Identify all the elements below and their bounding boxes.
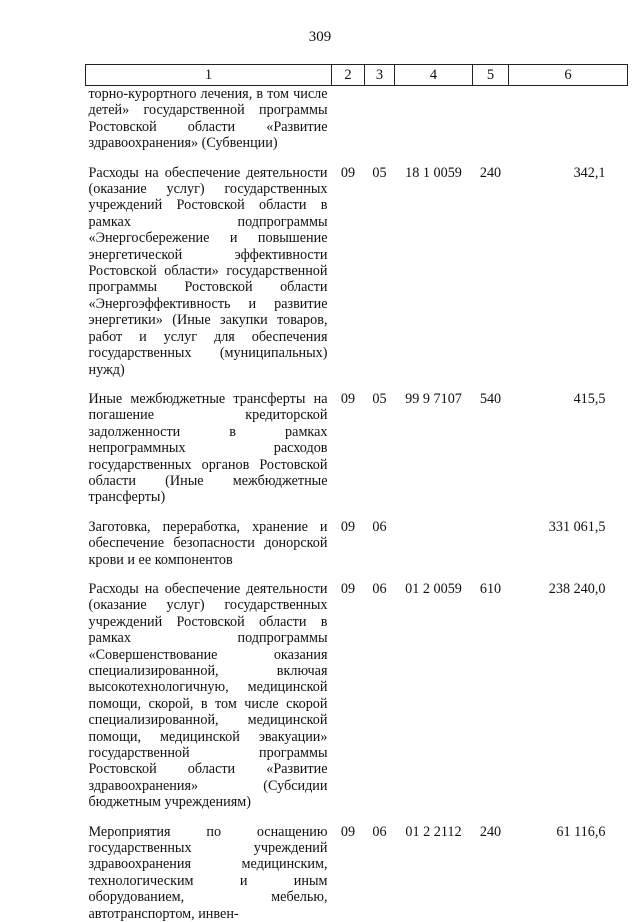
row-description: Мероприятия по оснащению государственных учреждений здравоохранения медицинским, технологическим и иным оборудованием, мебелью, автотранспортом, инвен- <box>88 823 328 922</box>
column-header-5: 5 <box>473 65 509 86</box>
row-expense-type: 610 <box>479 580 502 597</box>
row-target-article: 99 9 7107 <box>405 390 462 407</box>
table-row <box>86 165 628 391</box>
table-row <box>86 86 628 165</box>
row-subsection: 05 <box>372 390 387 407</box>
row-section: 09 <box>340 390 356 407</box>
row-subsection: 05 <box>372 164 387 181</box>
row-subsection <box>365 86 395 165</box>
row-description: Иные межбюджетные трансферты на погашение кредиторской задолженности в рамках непрограммных расходов государственных органов Ростовской области (Иные межбюджетные трансферты) <box>88 390 328 506</box>
row-target-article <box>395 519 473 581</box>
table-row <box>86 824 628 922</box>
row-target-article: 18 1 0059 <box>405 164 462 181</box>
row-amount: 415,5 <box>573 390 606 407</box>
table-row <box>86 519 628 581</box>
row-amount: 61 116,6 <box>556 823 606 840</box>
column-header-2: 2 <box>332 65 365 86</box>
row-description: торно-курортного лечения, в том числе детей» государственной программы Ростовской области «Развитие здравоохранения» (Субвенции) <box>88 86 328 152</box>
row-amount: 342,1 <box>573 164 606 181</box>
row-subsection: 06 <box>372 580 387 597</box>
row-amount: 238 240,0 <box>548 580 606 597</box>
row-amount: 331 061,5 <box>548 518 606 535</box>
column-header-6: 6 <box>509 65 628 86</box>
row-target-article: 01 2 2112 <box>405 823 462 840</box>
column-header-3: 3 <box>365 65 395 86</box>
row-expense-type: 240 <box>479 164 502 181</box>
row-section <box>332 86 365 165</box>
row-subsection: 06 <box>372 823 387 840</box>
row-subsection: 06 <box>372 518 387 535</box>
row-target-article <box>395 86 473 165</box>
table-row <box>86 581 628 824</box>
page-number: 309 <box>308 29 332 45</box>
row-expense-type: 540 <box>479 390 502 407</box>
row-section: 09 <box>340 580 356 597</box>
column-header-4: 4 <box>395 65 473 86</box>
row-expense-type <box>473 519 509 581</box>
row-section: 09 <box>340 518 356 535</box>
row-description: Расходы на обеспечение деятельности (оказание услуг) государственных учреждений Ростовской области в рамках подпрограммы «Энергосбережение и повышение энергетической эффективности Ростовской области» государственной программы Ростовской области «Энергоэффективность и развитие энергетики» (Иные закупки товаров, работ и услуг для обеспечения государственных (муниципальных) нужд) <box>88 164 328 378</box>
row-expense-type <box>473 86 509 165</box>
row-expense-type: 240 <box>479 823 502 840</box>
column-header-1: 1 <box>86 65 332 86</box>
row-section: 09 <box>340 164 356 181</box>
row-description: Расходы на обеспечение деятельности (оказание услуг) государственных учреждений Ростовской области в рамках подпрограммы «Совершенствование оказания специализированной, включая высокотехнологичную, медицинской помощи, скорой, в том числе скорой специализированной, медицинской помощи, медицинской эвакуации» государственной программы Ростовской области «Развитие здравоохранения» (Субсидии бюджетным учреждениям) <box>88 580 328 811</box>
row-target-article: 01 2 0059 <box>405 580 462 597</box>
table-header-row <box>86 65 628 86</box>
row-amount <box>509 86 628 165</box>
budget-table <box>85 64 628 922</box>
row-section: 09 <box>340 823 356 840</box>
table-row <box>86 391 628 519</box>
row-description: Заготовка, переработка, хранение и обеспечение безопасности донорской крови и ее компонентов <box>88 518 328 568</box>
